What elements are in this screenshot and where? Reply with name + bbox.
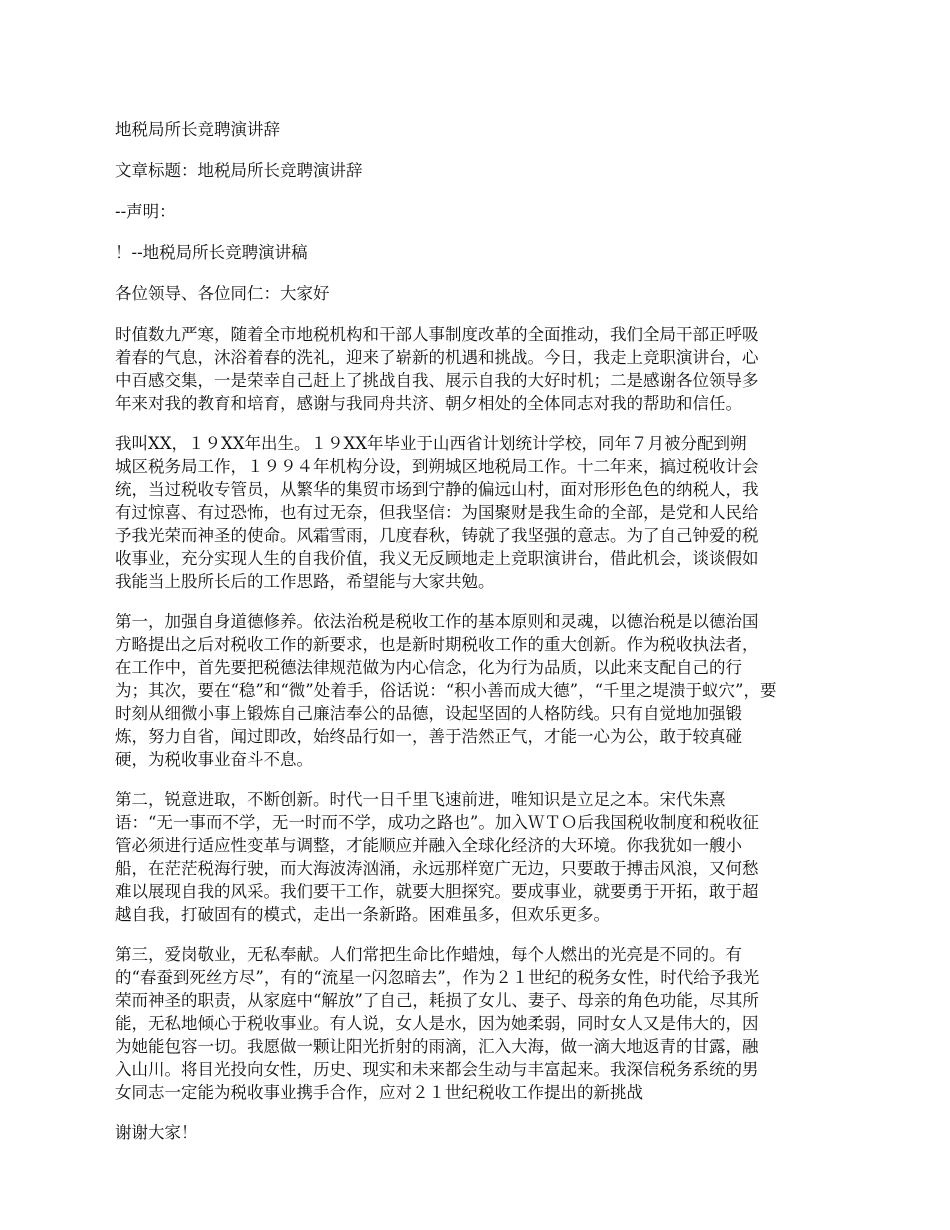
paragraph-line: 中百感交集，一是荣幸自己赶上了挑战自我、展示自我的大好时机；二是感谢各位领导多 [115,371,759,390]
paragraph-line: 为她能包容一切。我愿做一颗让阳光折射的雨滴，汇入大海，做一滴大地返青的甘露，融 [115,1037,759,1056]
paragraph-line: 第三，爱岗敬业，无私奉献。人们常把生命比作蜡烛，每个人燃出的光亮是不同的。有 [115,945,742,964]
statement-line: --声明： [115,202,176,221]
paragraph-line: 管必须进行适应性变革与调整，才能顺应并融入全球化经济的大环境。你我犹如一艘小 [115,836,742,855]
source-line: ！--地税局所长竞聘演讲稿 [115,243,308,262]
paragraph-line: 第二，锐意进取，不断创新。时代一日千里飞速前进，唯知识是立足之本。宋代朱熹 [115,790,726,809]
paragraph-line: 有过惊喜、有过恐怖，也有过无奈，但我坚信：为国聚财是我生命的全部，是党和人民给 [115,503,759,522]
paragraph-line: 难以展现自我的风采。我们要干工作，就要大胆探究。要成事业，就要勇于开拓，敢于超 [115,882,759,901]
paragraph-line: 为；其次，要在“稳”和“微”处着手，俗话说：“积小善而成大德”，“千里之堤溃于蚁穴”，要 [115,681,777,700]
paragraph-line: 能，无私地倾心于税收事业。有人说，女人是水，因为她柔弱，同时女人又是伟大的，因 [115,1014,759,1033]
document-page [115,118,840,1162]
paragraph-line: 船，在茫茫税海行驶，而大海波涛汹涌，永远那样宽广无边，只要敢于搏击风浪，又何愁 [115,859,759,878]
paragraph-self-introduction [115,432,840,593]
paragraph-line: 我能当上股所长后的工作思路，希望能与大家共勉。 [115,572,495,591]
paragraph-line: 荣而神圣的职责，从家庭中“解放”了自己，耗损了女儿、妻子、母亲的角色功能，尽其所 [115,991,759,1010]
paragraph-line: 入山川。将目光投向女性，历史、现实和未来都会生动与丰富起来。我深信税务系统的男 [115,1060,759,1079]
paragraph-line: 硬，为税收事业奋斗不息。 [115,750,313,769]
paragraph-line: 方略提出之后对税收工作的新要求，也是新时期税收工作的重大创新。作为税收执法者， [115,635,759,654]
paragraph-line: 予我光荣而神圣的使命。风霜雪雨，几度春秋，铸就了我坚强的意志。为了自己钟爱的税 [115,526,759,545]
paragraph-point-one [115,610,840,771]
paragraph-point-three [115,943,840,1104]
paragraph-line: 炼，努力自省，闻过即改，始终品行如一，善于浩然正气，才能一心为公，敢于较真碰 [115,727,742,746]
paragraph-line: 语：“无一事而不学，无一时而不学，成功之路也”。加入ＷＴＯ后我国税收制度和税收征 [115,813,759,832]
article-title-line: 文章标题：地税局所长竞聘演讲辞 [115,161,363,180]
paragraph-line: 时刻从细微小事上锻炼自己廉洁奉公的品德，设起坚固的人格防线。只有自觉地加强锻 [115,704,742,723]
closing-line: 谢谢大家！ [115,1123,198,1142]
paragraph-line: 时值数九严寒，随着全市地税机构和干部人事制度改革的全面推动，我们全局干部正呼吸 [115,325,759,344]
paragraph-point-two [115,788,840,926]
paragraph-line: 女同志一定能为税收事业携手合作，应对２１世纪税收工作提出的新挑战 [115,1083,643,1102]
document-title: 地税局所长竞聘演讲辞 [115,120,280,139]
paragraph-line: 年来对我的教育和培育，感谢与我同舟共济、朝夕相处的全体同志对我的帮助和信任。 [115,394,742,413]
paragraph-line: 在工作中，首先要把税德法律规范做为内心信念，化为行为品质，以此来支配自己的行 [115,658,742,677]
paragraph-line: 统，当过税收专管员，从繁华的集贸市场到宁静的偏远山村，面对形形色色的纳税人，我 [115,480,759,499]
paragraph-line: 的“春蚕到死丝方尽”，有的“流星一闪忽暗去”，作为２１世纪的税务女性，时代给予我光 [115,968,760,987]
paragraph-line: 着春的气息，沐浴着春的洗礼，迎来了崭新的机遇和挑战。今日，我走上竞职演讲台，心 [115,348,759,367]
paragraph-intro [115,323,840,415]
paragraph-line: 我叫XX，１９XX年出生。１９XX年毕业于山西省计划统计学校，同年７月被分配到朔 [115,434,747,453]
paragraph-line: 收事业，充分实现人生的自我价值，我义无反顾地走上竞职演讲台，借此机会，谈谈假如 [115,549,759,568]
greeting: 各位领导、各位同仁：大家好 [115,284,330,303]
paragraph-line: 第一，加强自身道德修养。依法治税是税收工作的基本原则和灵魂，以德治税是以德治国 [115,612,759,631]
paragraph-line: 越自我，打破固有的模式，走出一条新路。困难虽多，但欢乐更多。 [115,905,610,924]
paragraph-line: 城区税务局工作，１９９４年机构分设，到朔城区地税局工作。十二年来，搞过税收计会 [115,457,759,476]
